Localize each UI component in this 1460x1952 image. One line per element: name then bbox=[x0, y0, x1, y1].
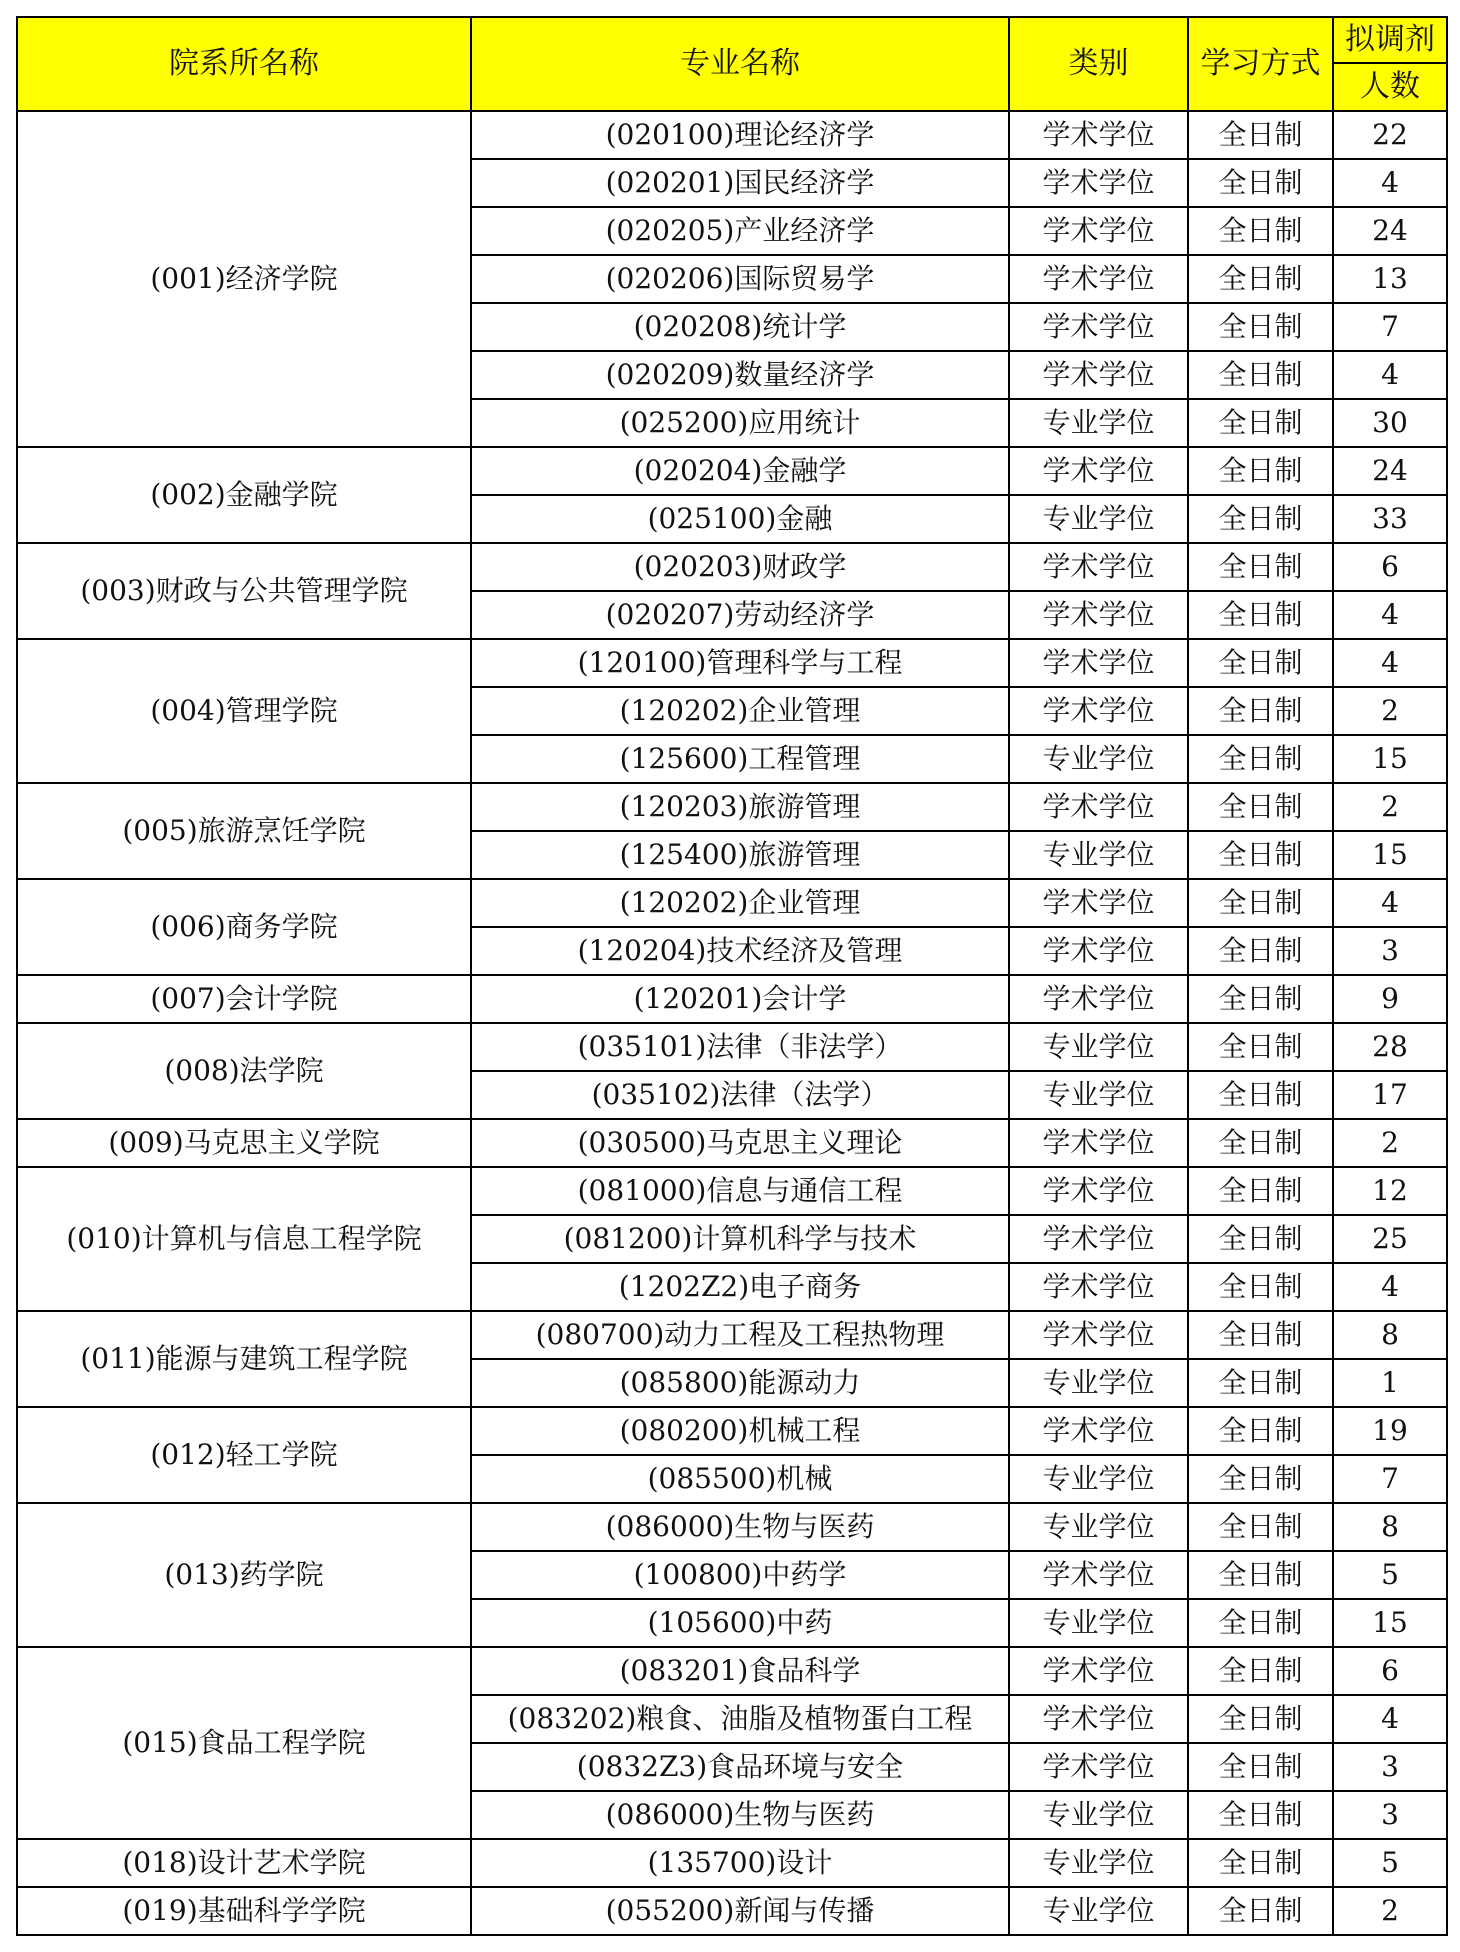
study-mode-cell: 全日制 bbox=[1188, 351, 1333, 399]
header-category: 类别 bbox=[1009, 17, 1188, 111]
category-cell: 学术学位 bbox=[1009, 255, 1188, 303]
major-cell: (030500)马克思主义理论 bbox=[471, 1119, 1009, 1167]
category-cell: 学术学位 bbox=[1009, 687, 1188, 735]
count-cell: 24 bbox=[1333, 207, 1447, 255]
count-cell: 25 bbox=[1333, 1215, 1447, 1263]
category-cell: 学术学位 bbox=[1009, 1407, 1188, 1455]
category-cell: 专业学位 bbox=[1009, 1791, 1188, 1839]
study-mode-cell: 全日制 bbox=[1188, 1359, 1333, 1407]
major-cell: (035101)法律（非法学） bbox=[471, 1023, 1009, 1071]
header-major: 专业名称 bbox=[471, 17, 1009, 111]
category-cell: 专业学位 bbox=[1009, 1071, 1188, 1119]
category-cell: 学术学位 bbox=[1009, 1215, 1188, 1263]
major-cell: (105600)中药 bbox=[471, 1599, 1009, 1647]
major-cell: (086000)生物与医药 bbox=[471, 1503, 1009, 1551]
category-cell: 专业学位 bbox=[1009, 399, 1188, 447]
major-cell: (020204)金融学 bbox=[471, 447, 1009, 495]
major-cell: (081000)信息与通信工程 bbox=[471, 1167, 1009, 1215]
department-cell: (007)会计学院 bbox=[17, 975, 471, 1023]
study-mode-cell: 全日制 bbox=[1188, 399, 1333, 447]
category-cell: 学术学位 bbox=[1009, 159, 1188, 207]
major-cell: (020208)统计学 bbox=[471, 303, 1009, 351]
table-header bbox=[17, 17, 1447, 111]
category-cell: 专业学位 bbox=[1009, 1359, 1188, 1407]
major-cell: (086000)生物与医药 bbox=[471, 1791, 1009, 1839]
category-cell: 专业学位 bbox=[1009, 1599, 1188, 1647]
count-cell: 4 bbox=[1333, 1695, 1447, 1743]
major-cell: (020209)数量经济学 bbox=[471, 351, 1009, 399]
major-cell: (120202)企业管理 bbox=[471, 687, 1009, 735]
count-cell: 8 bbox=[1333, 1311, 1447, 1359]
header-count-line1: 拟调剂 bbox=[1333, 17, 1447, 63]
study-mode-cell: 全日制 bbox=[1188, 975, 1333, 1023]
count-cell: 15 bbox=[1333, 1599, 1447, 1647]
study-mode-cell: 全日制 bbox=[1188, 1455, 1333, 1503]
major-cell: (025100)金融 bbox=[471, 495, 1009, 543]
category-cell: 专业学位 bbox=[1009, 1503, 1188, 1551]
department-cell: (015)食品工程学院 bbox=[17, 1647, 471, 1839]
major-cell: (0832Z3)食品环境与安全 bbox=[471, 1743, 1009, 1791]
department-cell: (009)马克思主义学院 bbox=[17, 1119, 471, 1167]
table-row bbox=[17, 639, 1447, 687]
study-mode-cell: 全日制 bbox=[1188, 591, 1333, 639]
major-cell: (120100)管理科学与工程 bbox=[471, 639, 1009, 687]
department-cell: (001)经济学院 bbox=[17, 111, 471, 447]
study-mode-cell: 全日制 bbox=[1188, 1551, 1333, 1599]
table-row bbox=[17, 1839, 1447, 1887]
study-mode-cell: 全日制 bbox=[1188, 735, 1333, 783]
count-cell: 17 bbox=[1333, 1071, 1447, 1119]
study-mode-cell: 全日制 bbox=[1188, 1071, 1333, 1119]
study-mode-cell: 全日制 bbox=[1188, 831, 1333, 879]
table-row bbox=[17, 1167, 1447, 1215]
category-cell: 学术学位 bbox=[1009, 1263, 1188, 1311]
header-count-line2: 人数 bbox=[1333, 63, 1447, 111]
count-cell: 2 bbox=[1333, 687, 1447, 735]
major-cell: (100800)中药学 bbox=[471, 1551, 1009, 1599]
table-row bbox=[17, 975, 1447, 1023]
count-cell: 28 bbox=[1333, 1023, 1447, 1071]
category-cell: 学术学位 bbox=[1009, 1647, 1188, 1695]
table-row bbox=[17, 1311, 1447, 1359]
count-cell: 30 bbox=[1333, 399, 1447, 447]
category-cell: 专业学位 bbox=[1009, 831, 1188, 879]
category-cell: 学术学位 bbox=[1009, 303, 1188, 351]
major-cell: (120204)技术经济及管理 bbox=[471, 927, 1009, 975]
category-cell: 学术学位 bbox=[1009, 351, 1188, 399]
study-mode-cell: 全日制 bbox=[1188, 1695, 1333, 1743]
department-cell: (002)金融学院 bbox=[17, 447, 471, 543]
major-cell: (035102)法律（法学） bbox=[471, 1071, 1009, 1119]
category-cell: 学术学位 bbox=[1009, 111, 1188, 159]
table-row bbox=[17, 447, 1447, 495]
count-cell: 4 bbox=[1333, 1263, 1447, 1311]
major-cell: (135700)设计 bbox=[471, 1839, 1009, 1887]
table-body bbox=[17, 111, 1447, 1935]
study-mode-cell: 全日制 bbox=[1188, 1023, 1333, 1071]
count-cell: 5 bbox=[1333, 1839, 1447, 1887]
category-cell: 学术学位 bbox=[1009, 1695, 1188, 1743]
major-cell: (1202Z2)电子商务 bbox=[471, 1263, 1009, 1311]
study-mode-cell: 全日制 bbox=[1188, 1791, 1333, 1839]
major-cell: (120202)企业管理 bbox=[471, 879, 1009, 927]
count-cell: 6 bbox=[1333, 543, 1447, 591]
study-mode-cell: 全日制 bbox=[1188, 687, 1333, 735]
category-cell: 学术学位 bbox=[1009, 1119, 1188, 1167]
count-cell: 3 bbox=[1333, 1743, 1447, 1791]
major-cell: (083202)粮食、油脂及植物蛋白工程 bbox=[471, 1695, 1009, 1743]
study-mode-cell: 全日制 bbox=[1188, 639, 1333, 687]
category-cell: 学术学位 bbox=[1009, 1551, 1188, 1599]
study-mode-cell: 全日制 bbox=[1188, 111, 1333, 159]
major-cell: (080700)动力工程及工程热物理 bbox=[471, 1311, 1009, 1359]
count-cell: 4 bbox=[1333, 879, 1447, 927]
table-row bbox=[17, 1503, 1447, 1551]
study-mode-cell: 全日制 bbox=[1188, 495, 1333, 543]
category-cell: 学术学位 bbox=[1009, 1743, 1188, 1791]
department-cell: (012)轻工学院 bbox=[17, 1407, 471, 1503]
category-cell: 专业学位 bbox=[1009, 1839, 1188, 1887]
category-cell: 学术学位 bbox=[1009, 783, 1188, 831]
major-cell: (120203)旅游管理 bbox=[471, 783, 1009, 831]
count-cell: 22 bbox=[1333, 111, 1447, 159]
study-mode-cell: 全日制 bbox=[1188, 1647, 1333, 1695]
category-cell: 学术学位 bbox=[1009, 975, 1188, 1023]
header-department: 院系所名称 bbox=[17, 17, 471, 111]
major-cell: (020203)财政学 bbox=[471, 543, 1009, 591]
count-cell: 2 bbox=[1333, 783, 1447, 831]
category-cell: 专业学位 bbox=[1009, 1887, 1188, 1935]
table-row bbox=[17, 1647, 1447, 1695]
count-cell: 15 bbox=[1333, 735, 1447, 783]
study-mode-cell: 全日制 bbox=[1188, 1311, 1333, 1359]
category-cell: 学术学位 bbox=[1009, 447, 1188, 495]
count-cell: 3 bbox=[1333, 927, 1447, 975]
count-cell: 2 bbox=[1333, 1119, 1447, 1167]
count-cell: 9 bbox=[1333, 975, 1447, 1023]
study-mode-cell: 全日制 bbox=[1188, 1743, 1333, 1791]
department-cell: (019)基础科学学院 bbox=[17, 1887, 471, 1935]
major-cell: (085800)能源动力 bbox=[471, 1359, 1009, 1407]
study-mode-cell: 全日制 bbox=[1188, 1839, 1333, 1887]
table-row bbox=[17, 1023, 1447, 1071]
category-cell: 专业学位 bbox=[1009, 735, 1188, 783]
department-cell: (003)财政与公共管理学院 bbox=[17, 543, 471, 639]
study-mode-cell: 全日制 bbox=[1188, 1167, 1333, 1215]
department-cell: (013)药学院 bbox=[17, 1503, 471, 1647]
category-cell: 学术学位 bbox=[1009, 543, 1188, 591]
major-cell: (083201)食品科学 bbox=[471, 1647, 1009, 1695]
major-cell: (020201)国民经济学 bbox=[471, 159, 1009, 207]
department-cell: (010)计算机与信息工程学院 bbox=[17, 1167, 471, 1311]
study-mode-cell: 全日制 bbox=[1188, 543, 1333, 591]
header-study-mode: 学习方式 bbox=[1188, 17, 1333, 111]
study-mode-cell: 全日制 bbox=[1188, 1407, 1333, 1455]
category-cell: 学术学位 bbox=[1009, 591, 1188, 639]
study-mode-cell: 全日制 bbox=[1188, 1215, 1333, 1263]
count-cell: 3 bbox=[1333, 1791, 1447, 1839]
table-row bbox=[17, 879, 1447, 927]
major-cell: (025200)应用统计 bbox=[471, 399, 1009, 447]
category-cell: 学术学位 bbox=[1009, 639, 1188, 687]
department-cell: (005)旅游烹饪学院 bbox=[17, 783, 471, 879]
count-cell: 33 bbox=[1333, 495, 1447, 543]
table-row bbox=[17, 1407, 1447, 1455]
department-cell: (004)管理学院 bbox=[17, 639, 471, 783]
table-row bbox=[17, 111, 1447, 159]
major-cell: (020205)产业经济学 bbox=[471, 207, 1009, 255]
study-mode-cell: 全日制 bbox=[1188, 1503, 1333, 1551]
count-cell: 7 bbox=[1333, 303, 1447, 351]
category-cell: 学术学位 bbox=[1009, 1167, 1188, 1215]
major-cell: (020207)劳动经济学 bbox=[471, 591, 1009, 639]
study-mode-cell: 全日制 bbox=[1188, 1119, 1333, 1167]
major-cell: (085500)机械 bbox=[471, 1455, 1009, 1503]
count-cell: 4 bbox=[1333, 159, 1447, 207]
major-cell: (080200)机械工程 bbox=[471, 1407, 1009, 1455]
category-cell: 专业学位 bbox=[1009, 495, 1188, 543]
department-cell: (008)法学院 bbox=[17, 1023, 471, 1119]
study-mode-cell: 全日制 bbox=[1188, 1263, 1333, 1311]
study-mode-cell: 全日制 bbox=[1188, 927, 1333, 975]
count-cell: 4 bbox=[1333, 591, 1447, 639]
table-row bbox=[17, 1887, 1447, 1935]
major-cell: (081200)计算机科学与技术 bbox=[471, 1215, 1009, 1263]
category-cell: 专业学位 bbox=[1009, 1023, 1188, 1071]
study-mode-cell: 全日制 bbox=[1188, 1599, 1333, 1647]
count-cell: 2 bbox=[1333, 1887, 1447, 1935]
department-cell: (018)设计艺术学院 bbox=[17, 1839, 471, 1887]
study-mode-cell: 全日制 bbox=[1188, 303, 1333, 351]
count-cell: 13 bbox=[1333, 255, 1447, 303]
category-cell: 学术学位 bbox=[1009, 879, 1188, 927]
adjustment-table bbox=[16, 16, 1448, 1936]
major-cell: (020206)国际贸易学 bbox=[471, 255, 1009, 303]
category-cell: 学术学位 bbox=[1009, 207, 1188, 255]
major-cell: (020100)理论经济学 bbox=[471, 111, 1009, 159]
study-mode-cell: 全日制 bbox=[1188, 879, 1333, 927]
department-cell: (006)商务学院 bbox=[17, 879, 471, 975]
count-cell: 4 bbox=[1333, 639, 1447, 687]
study-mode-cell: 全日制 bbox=[1188, 447, 1333, 495]
major-cell: (120201)会计学 bbox=[471, 975, 1009, 1023]
study-mode-cell: 全日制 bbox=[1188, 207, 1333, 255]
table-row bbox=[17, 1119, 1447, 1167]
table-row bbox=[17, 783, 1447, 831]
count-cell: 24 bbox=[1333, 447, 1447, 495]
category-cell: 专业学位 bbox=[1009, 1455, 1188, 1503]
major-cell: (125400)旅游管理 bbox=[471, 831, 1009, 879]
major-cell: (055200)新闻与传播 bbox=[471, 1887, 1009, 1935]
table-row bbox=[17, 543, 1447, 591]
count-cell: 8 bbox=[1333, 1503, 1447, 1551]
count-cell: 15 bbox=[1333, 831, 1447, 879]
count-cell: 19 bbox=[1333, 1407, 1447, 1455]
study-mode-cell: 全日制 bbox=[1188, 159, 1333, 207]
count-cell: 6 bbox=[1333, 1647, 1447, 1695]
count-cell: 7 bbox=[1333, 1455, 1447, 1503]
count-cell: 4 bbox=[1333, 351, 1447, 399]
count-cell: 1 bbox=[1333, 1359, 1447, 1407]
category-cell: 学术学位 bbox=[1009, 1311, 1188, 1359]
study-mode-cell: 全日制 bbox=[1188, 783, 1333, 831]
study-mode-cell: 全日制 bbox=[1188, 255, 1333, 303]
category-cell: 学术学位 bbox=[1009, 927, 1188, 975]
count-cell: 12 bbox=[1333, 1167, 1447, 1215]
major-cell: (125600)工程管理 bbox=[471, 735, 1009, 783]
department-cell: (011)能源与建筑工程学院 bbox=[17, 1311, 471, 1407]
study-mode-cell: 全日制 bbox=[1188, 1887, 1333, 1935]
count-cell: 5 bbox=[1333, 1551, 1447, 1599]
